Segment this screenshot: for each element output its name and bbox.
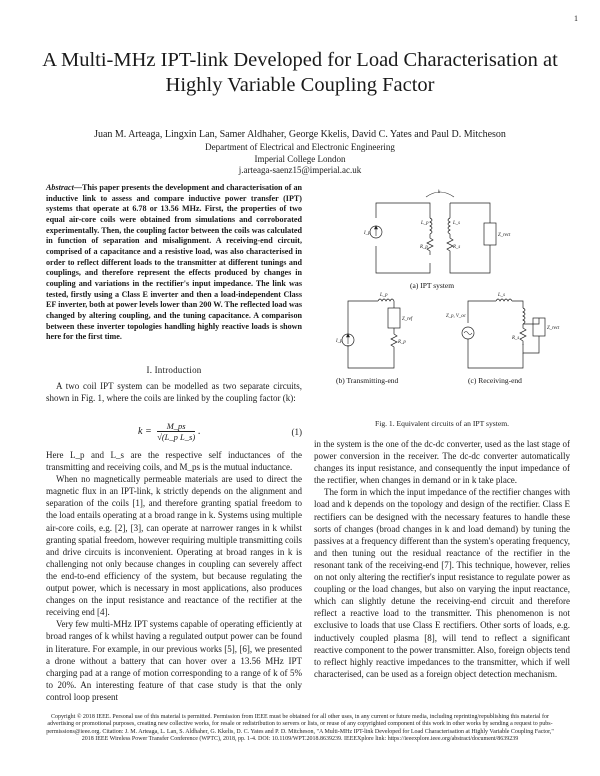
label-k: k (438, 190, 441, 195)
paragraph: in the system is the one of the dc-dc converter, used as the last stage of power conversion in the receiver. The dc-dc converter automatically changes its input resistance, and consequently the input impedance of the rectifier, when changes in demand or in k take place. (314, 439, 570, 486)
figure-caption: Fig. 1. Equivalent circuits of an IPT system. (375, 419, 509, 428)
intro-column-2-body (314, 438, 570, 680)
equation-fraction (157, 421, 195, 442)
equation-1 (46, 419, 302, 449)
equation-lhs: k = (138, 425, 152, 437)
affiliation-department: Department of Electrical and Electronic Engineering (205, 142, 395, 152)
circuit-diagrams (318, 183, 568, 415)
page-number: 1 (574, 14, 578, 23)
label-rs-c: R_s (512, 336, 520, 341)
paper-title: A Multi-MHz IPT-link Developed for Load Characterisation at Highly Variable Coupling Factor (42, 49, 558, 96)
label-zrect: Z_rect (498, 233, 511, 238)
section-heading-introduction: I. Introduction (146, 365, 202, 375)
equation-number: (1) (291, 427, 302, 437)
subfigure-c-caption: (c) Receiving-end (468, 376, 522, 385)
label-ip: I_p (364, 231, 371, 236)
affiliation-email: j.arteaga-saenz15@imperial.ac.uk (238, 165, 362, 175)
label-rp: R_p (420, 245, 428, 250)
label-lp-b: L_p (380, 293, 388, 298)
paragraph: A two coil IPT system can be modelled as two separate circuits, shown in Fig. 1, where the coils are linked by the coupling factor (k): (46, 381, 302, 404)
paragraph: The form in which the input impedance of the rectifier changes with load and k depends on the topology and design of the rectifier. Class E rectifiers can be designed with the necessary features to handle these sorts of changes (broad changes in k and load demand) by tuning the passives at a frequency different than the system's operating frequency, and then tuning out the residual reactance of the rectifier in the resonant tank of the receiving-end [7]. This technique, however, relies on not only altering the rectifier's input resistance to regulate power as coupling or the load changes, but also on varying the input reactance, which can slightly detune the receiving-end circuit and therefore reflect a reactive load to the transmitter. This phenomenon is not exclusive to loads that use Class E rectifiers. Other sorts of loads, e.g. inductively coupled plasma [8], will tend to reflect a significant reactive component to the power transmitter. Also, foreign objects tend to reflect highly reactive impedances to the transmitter, which if well characterised, can be used as a foreign object detection mechanism. (314, 487, 570, 679)
paragraph: Very few multi-MHz IPT systems capable of operating efficiently at broad ranges of k whilst having a regulated output power can be found in literature. For example, in our previous works [5], [6], we presented a drone without a battery that can hover over a 13.56 MHz IPT charging pad at a range of motion corresponding to a range of k of 5% to 20%. An interesting feature of that case study is that the only control loop present (46, 619, 302, 702)
abstract (46, 183, 302, 343)
label-ls-c: L_s (498, 293, 505, 298)
figure-1 (318, 183, 568, 415)
affiliation-block (30, 142, 570, 177)
subfigure-b-caption: (b) Transmitting-end (336, 376, 399, 385)
subfigure-a-caption: (a) IPT system (410, 281, 455, 290)
label-rp-b: R_p (398, 340, 406, 345)
equation-expression: k = $\frac{M\_ps}{\text{√(L\_p L\_s)}}$ . (138, 421, 201, 442)
label-ls: L_s (453, 221, 460, 226)
equation-numerator: M_ps (157, 421, 195, 432)
copyright-footer: Copyright © 2018 IEEE. Personal use of this material is permitted. Permission from IEEE must be obtained for all other uses, in any current or future media, including reprinting/republishing this material for advertising or promotional purposes, creating new collective works, for resale or redistribution to servers or lists, or reuse of any copyrighted component of this work in other works by sending a request to pubs-permissions@ieee.org. Citation: J. M. Arteaga, L. Lan, S. Aldhaher, G. Kkelis, D. C. Yates and P. D. Mitcheson, "A Multi-MHz IPT-link Developed for Load Characterisation at Highly Variable Coupling Factor," 2018 IEEE Wireless Power Transfer Conference (WPTC), 2018, pp. 1-4. DOI: 10.1109/WPT.2018.8639239. IEEEXplore link: https://ieeexplore.ieee.org/abstract/document/8639239 (46, 714, 554, 743)
label-lp: L_p (421, 221, 429, 226)
intro-paragraph-1 (46, 380, 302, 404)
label-zrect-c: Z_rect (547, 326, 560, 331)
abstract-text: —This paper presents the development and characterisation of an inductive link to assess and compare inductive power transfer (IPT) systems that operate at 6.78 or 13.56 MHz. First, the properties of two equal air-core coils were obtained from simulations and corroborated experimentally. Then, the coupling factor between the coils was calculated in function of separation and misalignment. A receiving-end circuit, comprised of a capacitance and a resistive load, was also characterised in order to reflect different loads to the transmitter at different tunings and couplings, and therefore represent the effects produced by changes in coupling and variations in the rectifier's input impedance. The link was tested, firstly using a Class E inverter and then a load-independent Class EF inverter, both at power levels lower than 200 W. The reflected load was changed by altering coupling, and the tuning capacitance. A comparison between these inverter topologies handling highly reactive loads is shown here for the first time. (46, 183, 302, 342)
label-zref: Z_ref (402, 317, 413, 322)
label-source-c: Z_p, V_oc (446, 314, 466, 319)
paragraph: When no magnetically permeable materials are used to direct the magnetic flux in an IPT-link, k strictly depends on the alignment and separation of the coils [1], and therefore granting spatial freedom to the load entails operating at a broad range in k. Systems using multiple air-core coils, e.g. [2], [3], can operate at narrower ranges in k whilst granting spatial freedom, however requiring multiple transmitting coils and drive circuits is inconvenient. Operating at broad ranges in k is challenging not only because changes in coupling can severely affect the end-to-end efficiency of the system, but because regulating the output power, which is necessary in most applications, also produces changes on the input resistance and reactance of the rectifier at the receiving end [4]. (46, 474, 302, 618)
label-ip-b: I_p (336, 339, 343, 344)
affiliation-institution: Imperial College London (254, 153, 346, 164)
paragraph: Here L_p and L_s are the respective self inductances of the transmitting and receiving coils, and M_ps is the mutual inductance. (46, 450, 302, 473)
author-list: Juan M. Arteaga, Lingxin Lan, Samer Aldhaher, George Kkelis, David C. Yates and Paul D. Mitcheson (94, 129, 506, 140)
equation-denominator: √(L_p L_s) (157, 432, 196, 442)
abstract-label: Abstract (46, 183, 74, 192)
label-rs: R_s (453, 245, 461, 250)
intro-column-1-body (46, 449, 302, 703)
